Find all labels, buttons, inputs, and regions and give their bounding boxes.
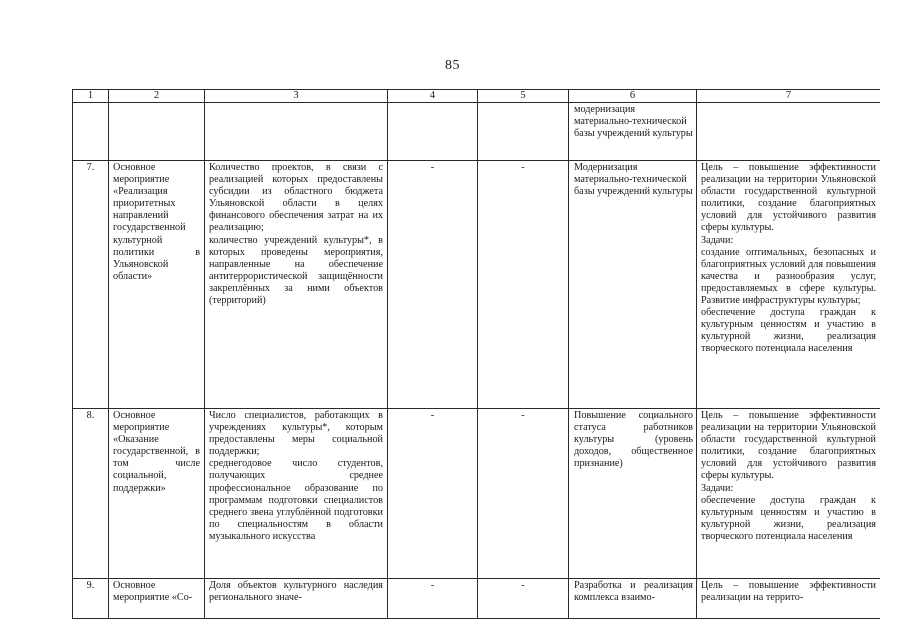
indicators-cell [205, 103, 388, 161]
expected-result-cell: модернизация материально-технической базы учреждений культуры [569, 103, 697, 161]
column-header-3: 3 [205, 90, 388, 103]
table-row [73, 579, 881, 619]
program-activities-table [72, 89, 880, 619]
activity-name: Основное мероприятие «Реализация приоритетных направлений государственной культурной политики в Ульяновской области» [109, 161, 205, 409]
header-row [73, 90, 881, 103]
column-4-cell [388, 103, 478, 161]
column-5-cell: - [478, 409, 569, 579]
table-container [72, 89, 880, 640]
column-header-5: 5 [478, 90, 569, 103]
column-header-2: 2 [109, 90, 205, 103]
row-number: 8. [73, 409, 109, 579]
column-4-cell: - [388, 409, 478, 579]
activity-name: Основное мероприятие «Со- [109, 579, 205, 619]
row-number: 7. [73, 161, 109, 409]
indicators-cell: Количество проектов, в связи с реализацией которых предоставлены субсидии из областного бюджета Ульяновской области в целях финансового обеспечения затрат на их реализацию; количество учреждений культуры*, в которых проведены мероприятия, направленные на обеспечение антитеррористической защищённости закреплённых за ними объектов (территорий) [205, 161, 388, 409]
column-4-cell: - [388, 579, 478, 619]
goal-cell: Цель – повышение эффективности реализации на территории Ульяновской области государственной культурной политики, создание благоприятных условий для устойчивого развития сферы культуры. Задачи: обеспечение доступа граждан к культурным ценностям и участию в культурной жизни, реализация творческого потенциала населения [697, 409, 881, 579]
column-5-cell: - [478, 161, 569, 409]
table-row [73, 103, 881, 161]
column-header-1: 1 [73, 90, 109, 103]
goal-cell: Цель – повышение эффективности реализации на территории Ульяновской области государственной культурной политики, создание благоприятных условий для устойчивого развития сферы культуры. Задачи: создание оптимальных, безопасных и благоприятных условий для повышения качества и разнообразия услуг, предоставляемых в сфере культуры. Развитие инфраструктуры культуры; обеспечение доступа граждан к культурным ценностям и участию в культурной жизни, реализация творческого потенциала населения [697, 161, 881, 409]
page-number: 85 [445, 58, 460, 73]
column-4-cell: - [388, 161, 478, 409]
column-header-4: 4 [388, 90, 478, 103]
goal-cell: Цель – повышение эффективности реализации на террито- [697, 579, 881, 619]
activity-name: Основное мероприятие «Оказание государственной, в том числе социальной, поддержки» [109, 409, 205, 579]
table-row [73, 161, 881, 409]
expected-result-cell: Повышение социального статуса работников культуры (уровень доходов, общественное признание) [569, 409, 697, 579]
indicators-cell: Число специалистов, работающих в учреждениях культуры*, которым предоставлены меры социальной поддержки; среднегодовое число студентов, получающих среднее профессиональное образование по программам подготовки специалистов среднего звена углублённой подготовки по специальностям в области музыкального искусства [205, 409, 388, 579]
indicators-cell: Доля объектов культурного наследия регионального значе- [205, 579, 388, 619]
table-row [73, 409, 881, 579]
row-number: 9. [73, 579, 109, 619]
column-header-7: 7 [697, 90, 881, 103]
expected-result-cell: Разработка и реализация комплекса взаимо- [569, 579, 697, 619]
column-header-6: 6 [569, 90, 697, 103]
column-5-cell: - [478, 579, 569, 619]
column-5-cell [478, 103, 569, 161]
activity-name [109, 103, 205, 161]
goal-cell [697, 103, 881, 161]
expected-result-cell: Модернизация материально-технической базы учреждений культуры [569, 161, 697, 409]
row-number [73, 103, 109, 161]
